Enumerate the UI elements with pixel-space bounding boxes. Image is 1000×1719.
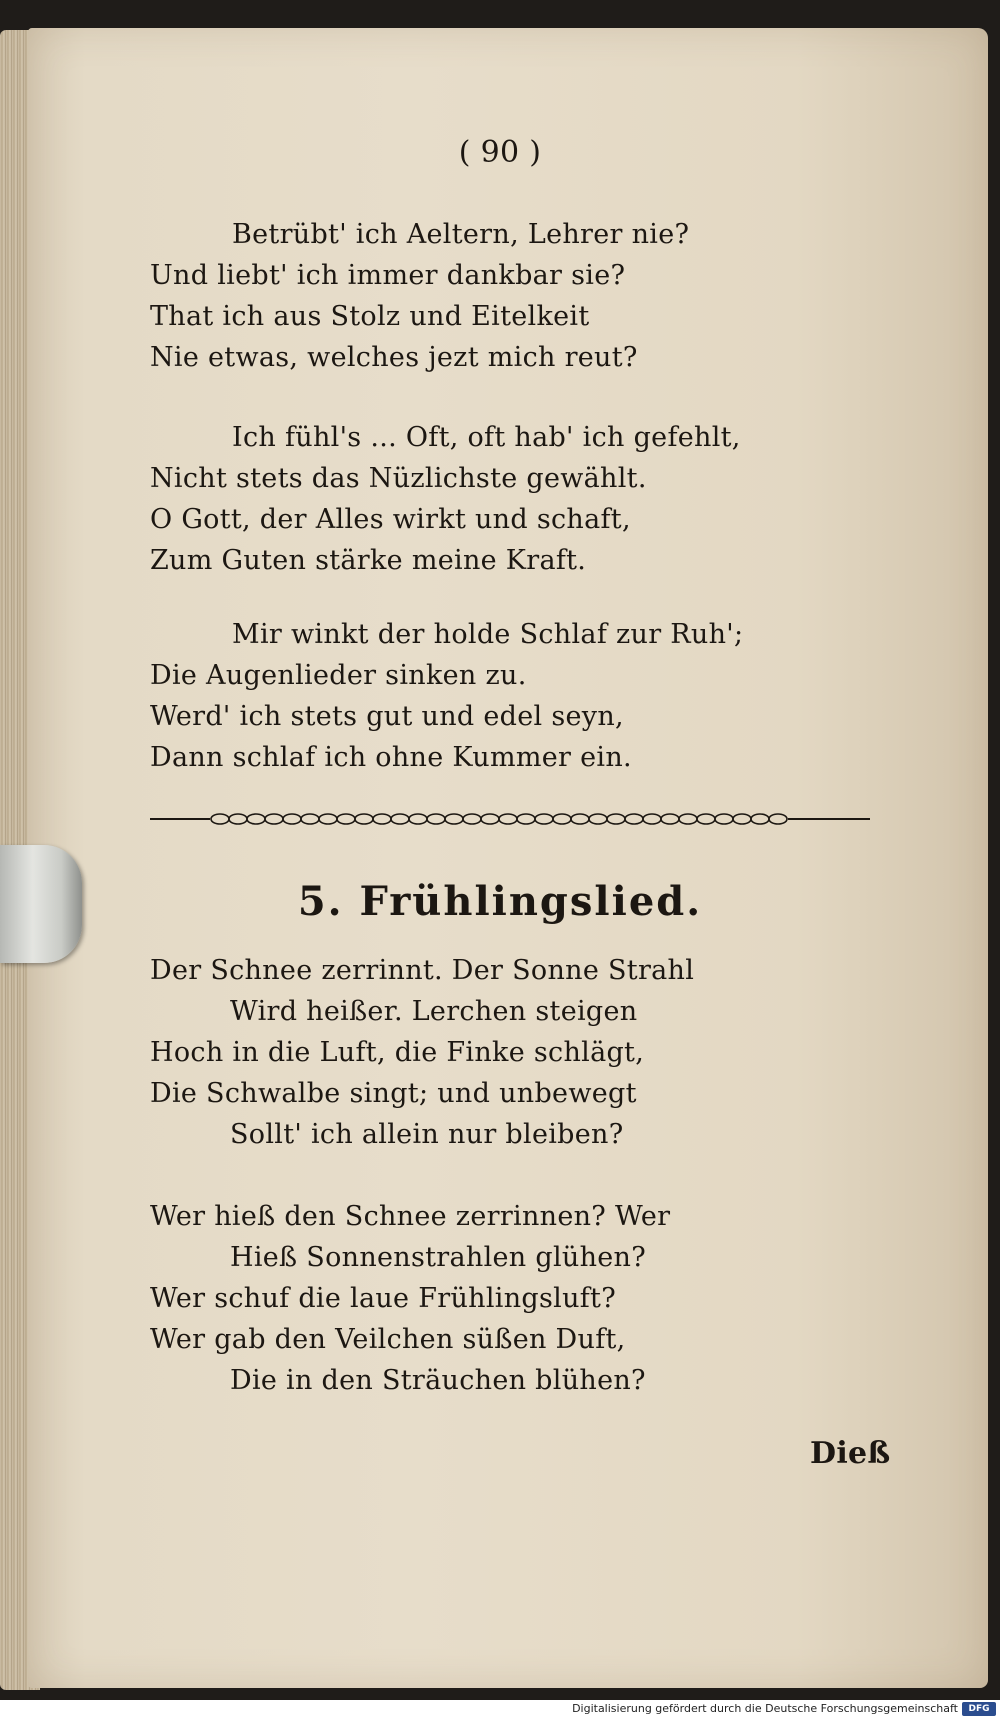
verse-line: Nie etwas, welches jezt mich reut? [150,342,638,373]
verse-line: Der Schnee zerrinnt. Der Sonne Strahl [150,955,695,986]
verse-line: O Gott, der Alles wirkt und schaft, [150,504,631,535]
verse-line: Nicht stets das Nüzlichste gewählt. [150,463,647,494]
verse-line: Betrübt' ich Aeltern, Lehrer nie? [232,219,690,250]
verse-line: Die Schwalbe singt; und unbewegt [150,1078,637,1109]
verse-line: Mir winkt der holde Schlaf zur Ruh'; [232,619,744,650]
stanza-2 [150,417,870,581]
verse-line: Wer gab den Veilchen süßen Duft, [150,1324,626,1355]
verse-line: Die Augenlieder sinken zu. [150,660,527,691]
verse-line: Sollt' ich allein nur bleiben? [230,1119,624,1150]
poem-stanza-1 [150,950,870,1155]
section-heading: 5. Frühlingslied. [297,878,703,925]
poem-stanza-2 [150,1196,870,1401]
verse-line: Hieß Sonnenstrahlen glühen? [230,1242,647,1273]
verse-line: Wer schuf die laue Frühlingsluft? [150,1283,616,1314]
dfg-logo: DFG [962,1702,996,1716]
verse-line: Dann schlaf ich ohne Kummer ein. [150,742,632,773]
page-number: ( 90 ) [458,135,542,170]
verse-line: Hoch in die Luft, die Finke schlägt, [150,1037,645,1068]
ornamental-rule-graphic [150,809,870,829]
verse-line: Werd' ich stets gut und edel seyn, [150,701,624,732]
stanza-1 [150,214,870,378]
verse-line: Ich fühl's ... Oft, oft hab' ich gefehlt, [232,422,741,453]
footer-credit: Digitalisierung gefördert durch die Deutsche Forschungsgemeinschaft [572,1702,958,1715]
verse-line: Wird heißer. Lerchen steigen [230,996,638,1027]
ornamental-rule [150,809,870,829]
stanza-3 [150,614,870,778]
catchword: Dieß [810,1436,891,1471]
verse-line: Die in den Sträuchen blühen? [230,1365,646,1396]
verse-line: Und liebt' ich immer dankbar sie? [150,260,626,291]
verse-line: That ich aus Stolz und Eitelkeit [150,301,590,332]
verse-line: Zum Guten stärke meine Kraft. [150,545,587,576]
verse-line: Wer hieß den Schnee zerrinnen? Wer [150,1201,671,1232]
footer-bar [0,1700,1000,1719]
